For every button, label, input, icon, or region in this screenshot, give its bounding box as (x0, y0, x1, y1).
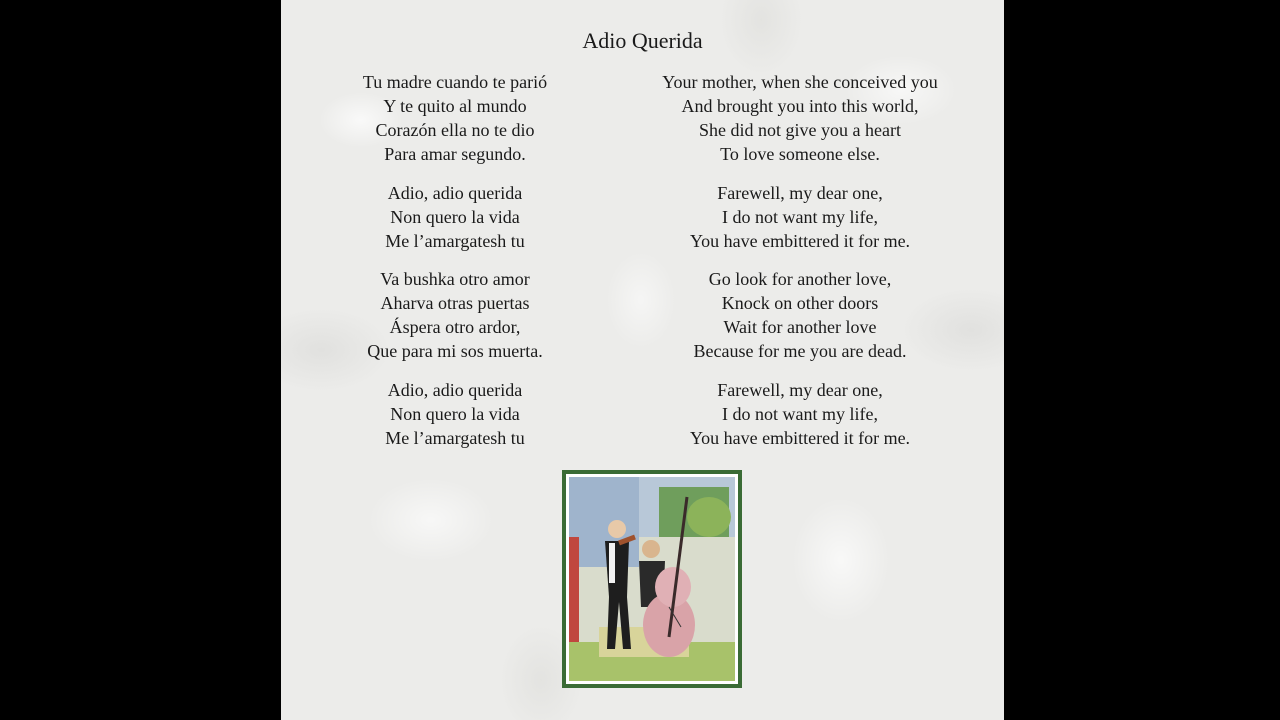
lyric-line: Va bushka otro amor (380, 269, 530, 289)
lyric-line: Farewell, my dear one, (717, 182, 883, 203)
lyric-line: I do not want my life, (722, 403, 878, 424)
lyric-line: You have embittered it for me. (689, 230, 911, 251)
musicians-painting (562, 470, 742, 688)
lyric-line: Aharva otras puertas (380, 293, 530, 313)
lyric-line: To love someone else. (720, 144, 880, 164)
english-lyrics (629, 70, 971, 464)
lyric-line: And brought you into this world, (681, 96, 919, 116)
stanza (629, 267, 971, 363)
lyric-line: Farewell, my dear one, (717, 379, 883, 400)
lyric-line: Para amar segundo. (384, 144, 526, 164)
lyric-line: Your mother, when she conceived you (662, 72, 938, 92)
lyric-line: Y te quito al mundo (383, 96, 527, 116)
lyric-line: Corazón ella no te dio (375, 120, 535, 140)
lyric-line: Non quero la vida (390, 206, 520, 227)
lyric-line: Knock on other doors (721, 293, 879, 313)
lyric-line: Áspera otro ardor, (389, 317, 521, 337)
lyric-line: Me l’amargatesh tu (385, 427, 525, 448)
lyric-line: You have embittered it for me. (689, 427, 911, 448)
lyric-line: Because for me you are dead. (693, 341, 907, 361)
lyric-line: Non quero la vida (390, 403, 520, 424)
lyrics-page (281, 0, 1004, 720)
song-title: Adio Querida (582, 28, 703, 53)
painting-illustration (569, 477, 735, 681)
lyric-line: Adio, adio querida (387, 379, 523, 400)
stanza (321, 181, 589, 253)
spanish-lyrics (321, 70, 589, 464)
lyric-line: Wait for another love (723, 317, 877, 337)
stanza (629, 70, 971, 166)
lyric-line: Tu madre cuando te parió (362, 72, 548, 92)
lyric-line: Que para mi sos muerta. (367, 341, 543, 361)
stanza (629, 378, 971, 450)
lyric-line: Go look for another love, (708, 269, 892, 289)
lyric-line: Me l’amargatesh tu (385, 230, 525, 251)
stanza (629, 181, 971, 253)
stanza (321, 70, 589, 166)
lyric-line: She did not give you a heart (699, 120, 901, 140)
lyric-line: Adio, adio querida (387, 182, 523, 203)
stanza (321, 267, 589, 363)
stanza (321, 378, 589, 450)
lyric-line: I do not want my life, (722, 206, 878, 227)
